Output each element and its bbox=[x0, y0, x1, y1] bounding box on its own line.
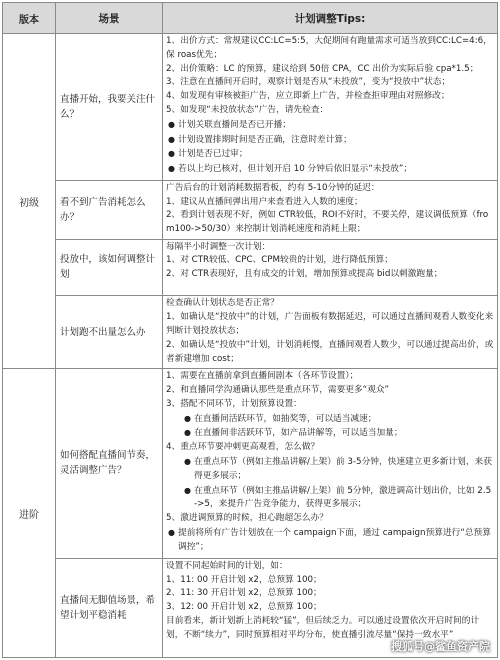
scene-cell: 看不到广告消耗怎么办？ bbox=[56, 180, 163, 239]
table-row bbox=[3, 180, 498, 239]
tip-line: 设置不同起始时间的计划，如： bbox=[166, 560, 288, 571]
scene-cell: 如何搭配直播间节奏，灵活调整广告？ bbox=[56, 369, 163, 559]
scene-cell: 计划跑不出量怎么办 bbox=[56, 296, 163, 369]
header-level: 版本 bbox=[3, 3, 56, 34]
tip-line: 2、看到计划表现不好，例如 CTR较低，ROI不好时，不要关停，建议调低预算（from100->50/30）来控制计划消耗速度和消耗上限； bbox=[166, 210, 489, 235]
table-row bbox=[3, 369, 498, 559]
tip-line: 2、11: 30 开启计划 x2，总预算 100； bbox=[166, 588, 322, 599]
bullet-item: ● 在重点环节（例如主推品讲解/上架）前 3-5分钟，快速建立更多新计划，来获得更多展示； bbox=[166, 455, 494, 484]
table-row bbox=[3, 296, 498, 369]
scene-cell: 直播间无脚值场景，希望计划平稳消耗 bbox=[56, 558, 163, 657]
table-header-row bbox=[3, 3, 498, 34]
tip-line: 1、11: 00 开启计划 x2，总预算 100； bbox=[166, 574, 322, 585]
tip-line: 3、12: 00 开启计划 x2，总预算 100； bbox=[166, 602, 322, 613]
bullet-item: ● 计划关联直播间是否已开播； bbox=[166, 118, 494, 133]
tips-cell bbox=[163, 180, 498, 239]
scene-cell: 投放中，该如何调整计划 bbox=[56, 239, 163, 296]
level-cell: 初级 bbox=[3, 34, 56, 369]
tip-line: 目前看来，新计划新上消耗较“猛”，但后续乏力。可以通过设置依次开启时间的计划，不断“续力”，同时预算相对平均分布，使直播引流尽量“保持一致水平” bbox=[166, 615, 480, 640]
bullet-item: ● 计划设置排期时间是否正确，注意时差计算； bbox=[166, 133, 494, 148]
tip-line: 1、建议从直播间弹出用户来查看进入人数的速度； bbox=[166, 196, 363, 207]
header-scene: 场景 bbox=[56, 3, 163, 34]
tip-line: 2、对 CTR表现好，且有成交的计划，增加预算或提高 bid以刺激跑量； bbox=[166, 269, 443, 280]
bullet-item: ● 提前将所有广告计划放在一个 campaign下面，通过 campaign预算进行“总预算调控”； bbox=[166, 526, 494, 555]
tip-line: 1、如确认是“投放中”的计划，广告面板有数据延迟，可以通过直播间观看人数变化来判断计划投放状态； bbox=[166, 312, 494, 336]
tip-line: 检查确认计划状态是否正常？ bbox=[166, 298, 279, 309]
tip-line: 2、出价策略：LC 的预算，建议给到 50倍 CPA，CC 出价为实际后验 cpa*1.5； bbox=[166, 63, 479, 74]
bullet-item: ● 在重点环节（例如主推品讲解/上架）前 5分钟，激进调高计划出价，比如 2.5->5，来提升广告竞争能力，获得更多展示； bbox=[166, 484, 494, 513]
tip-line: 5、如发现“未投放状态”广告，请先检查： bbox=[166, 104, 329, 115]
tip-line: 3、搭配不同环节，计划预算设置： bbox=[166, 398, 302, 409]
tips-cell bbox=[163, 296, 498, 369]
bullet-item: ● 计划是否已过审； bbox=[166, 147, 494, 162]
tip-line: 5、激进调预算的时候，担心跑超怎么办？ bbox=[166, 513, 328, 524]
table-row bbox=[3, 239, 498, 296]
bullet-item: ● 若以上均已核对，但计划开启 10 分钟后依旧显示“未投放”； bbox=[166, 162, 494, 177]
tip-line: 1、对 CTR较低、CPC、CPM较贵的计划，进行降低预算； bbox=[166, 255, 393, 266]
tips-cell bbox=[163, 239, 498, 296]
tip-line: 广告后台的计划消耗数据看板，约有 5-10分钟的延迟： bbox=[166, 182, 380, 193]
bullet-item: ● 在直播间非活跃环节，如产品讲解等，可以适当加量； bbox=[166, 426, 494, 441]
tip-line: 1、出价方式：常规建议CC:LC=5:5，大促期间有跑量需求可适当放到CC:LC=4:6，保 roas优先； bbox=[166, 36, 492, 60]
strategy-table bbox=[2, 2, 498, 658]
tip-line: 每隔半小时调整一次计划： bbox=[166, 241, 271, 252]
tip-line: 4、如发现有审核被拒广告，应立即新上广告，并检查拒审理由对照修改； bbox=[166, 91, 450, 102]
tips-cell bbox=[163, 369, 498, 559]
table-row bbox=[3, 34, 498, 181]
table-body bbox=[3, 34, 498, 658]
bullet-item: ● 在直播间活跃环节，如抽奖等，可以适当减速； bbox=[166, 412, 494, 427]
tip-line: 1、需要在直播前拿到直播间剧本（各环节设置）； bbox=[166, 371, 359, 382]
tip-line: 2、和直播同学沟通确认那些是重点环节，需要更多“观众” bbox=[166, 384, 390, 395]
tip-line: 3、注意在直播间开启时，观察计划是否从“未投放”，变为“投放中”状态； bbox=[166, 77, 451, 88]
scene-cell: 直播开始，我要关注什么？ bbox=[56, 34, 163, 181]
tips-cell bbox=[163, 34, 498, 181]
level-cell: 进阶 bbox=[3, 369, 56, 658]
header-tips: 计划调整Tips: bbox=[163, 3, 498, 34]
watermark: 搜狐号@鲨鱼资产院 bbox=[391, 640, 490, 653]
tip-line: 4、重点环节要冲刺更高观看，怎么做？ bbox=[166, 442, 320, 453]
tip-line: 2、如确认是“投放中”计划，计划消耗慢，直播间观看人数少，可以通过提高出价，或者新建增加 cost； bbox=[166, 339, 494, 364]
